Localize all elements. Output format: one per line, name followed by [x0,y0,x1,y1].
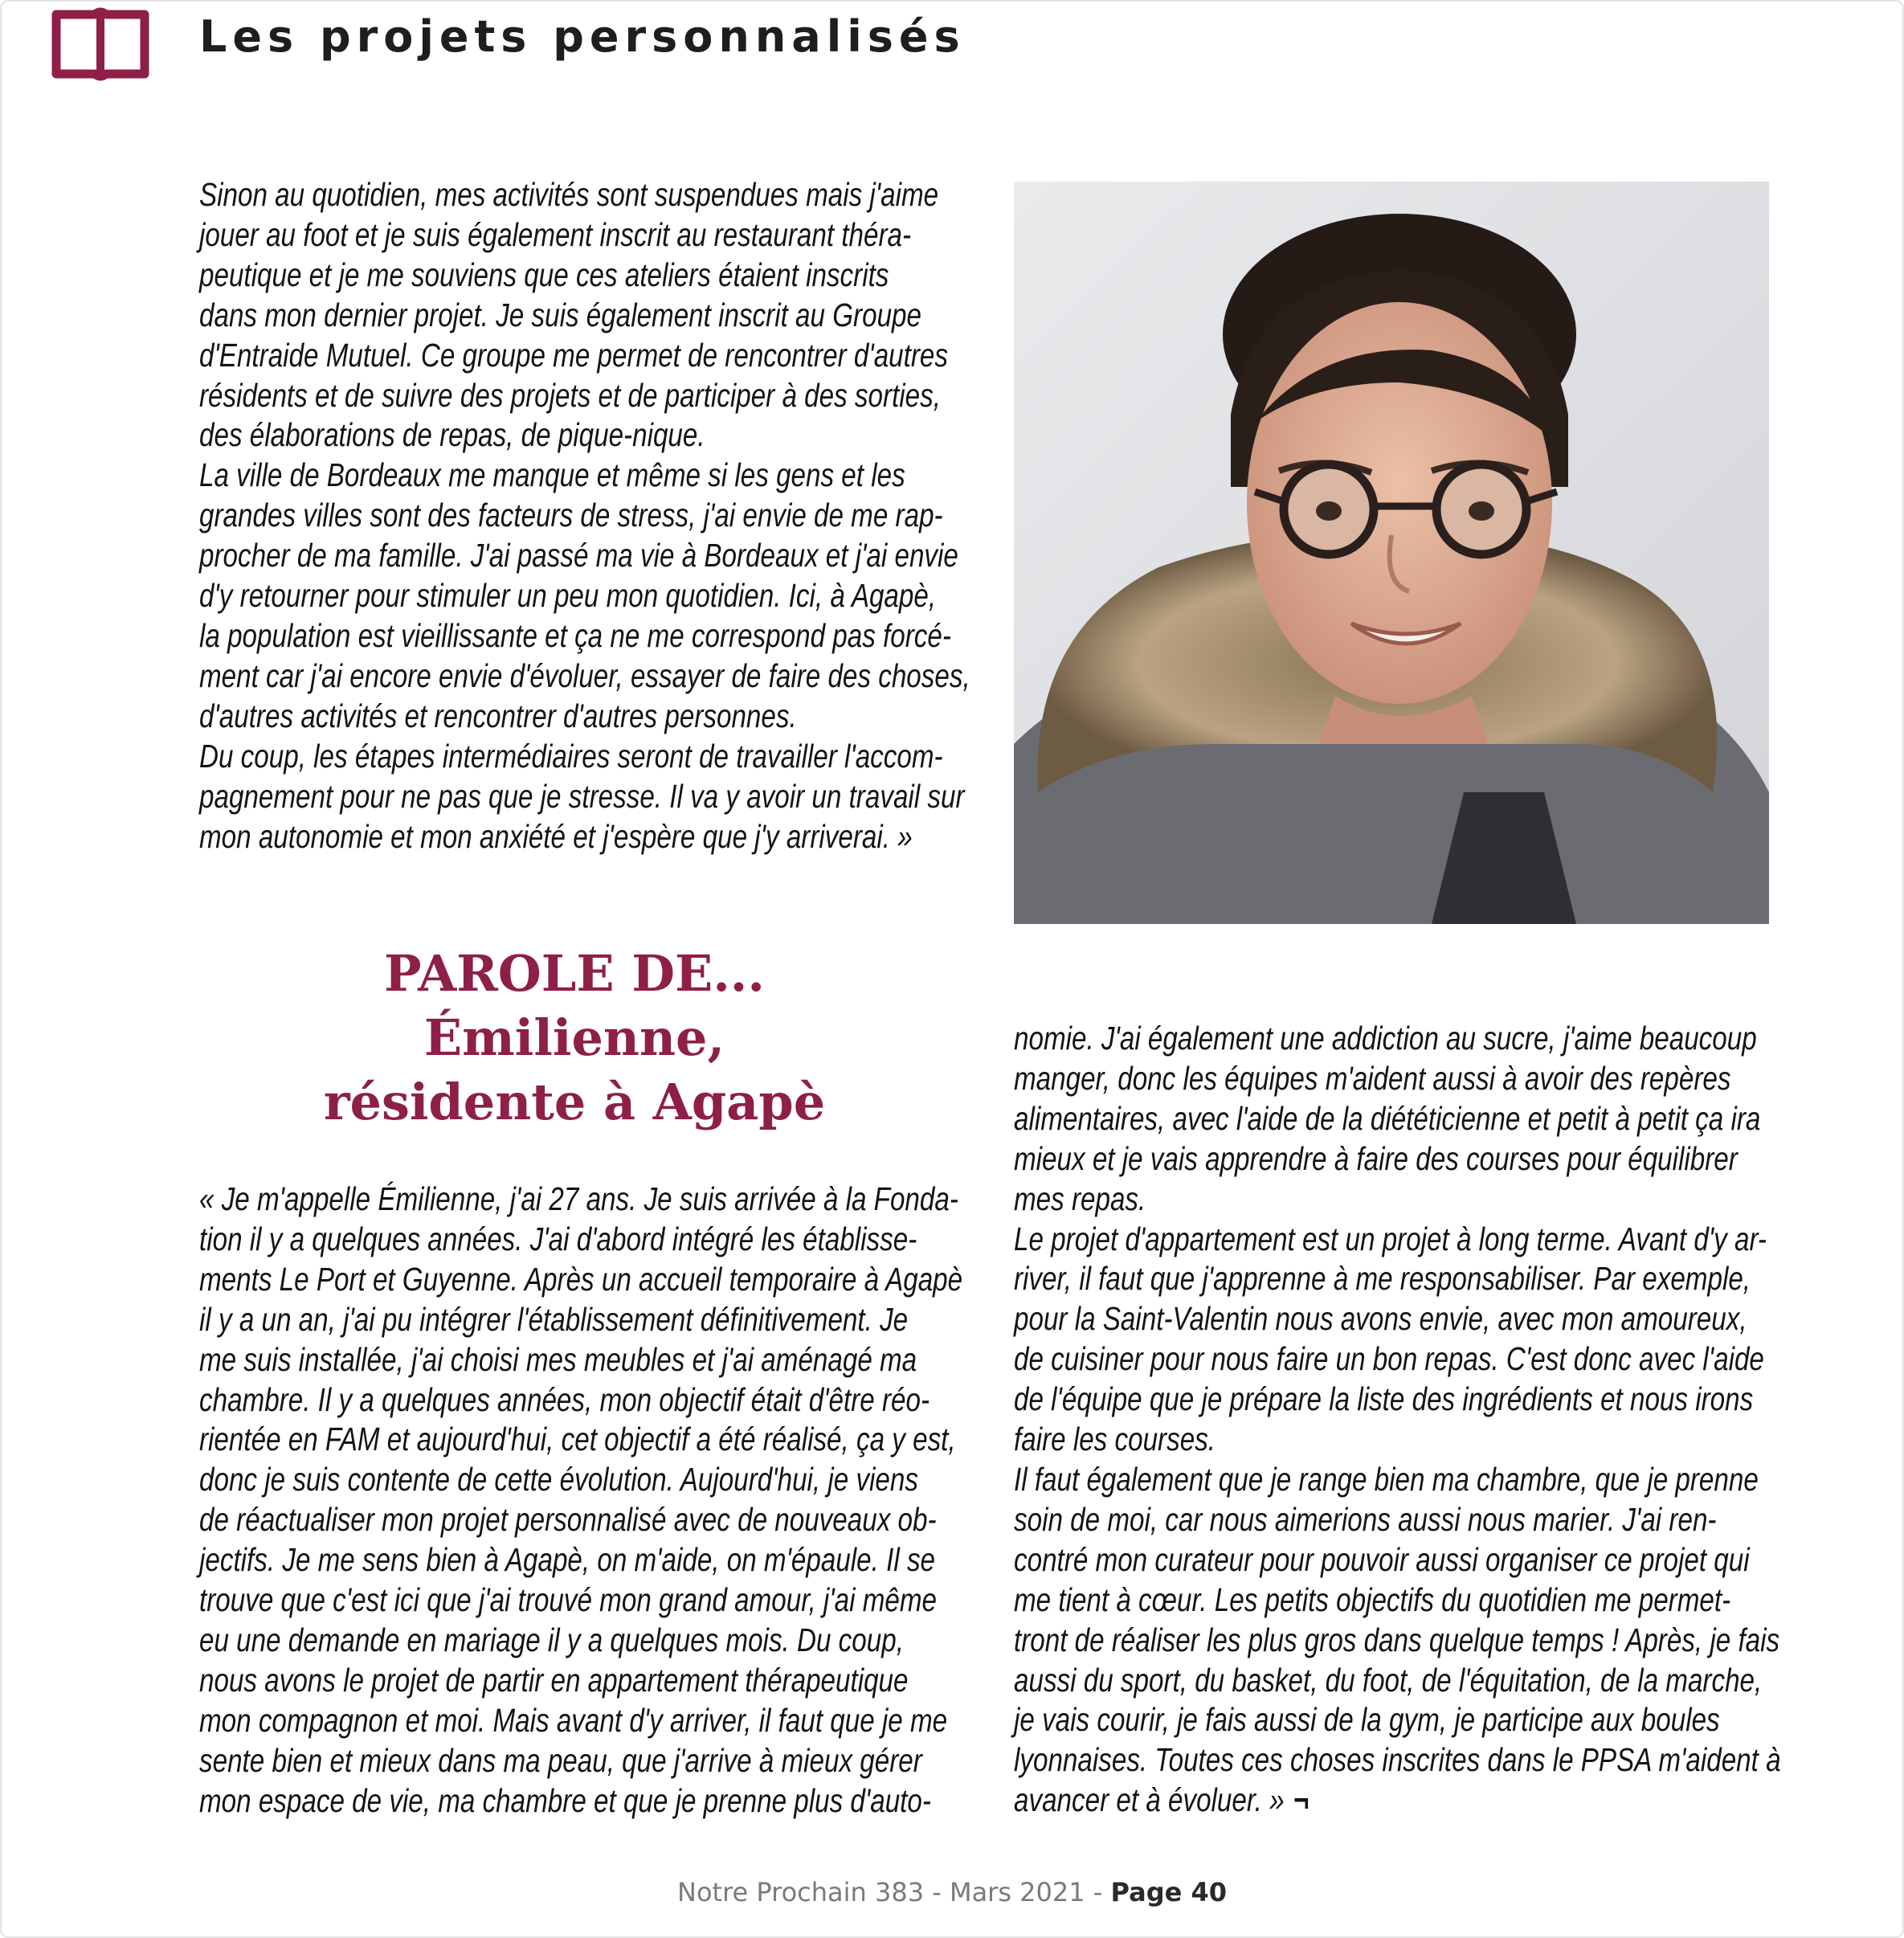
text-line: il y a un an, j'ai pu intégrer l'établissement définitivement. Je [199,1300,909,1338]
text-line: trouve que c'est ici que j'ai trouvé mon grand amour, j'ai même [199,1581,938,1619]
text-line: La ville de Bordeaux me manque et même si les gens et les [199,456,905,494]
text-line: manger, donc les équipes m'aident aussi à avoir des repères [1014,1059,1731,1097]
text-line: de l'équipe que je prépare la liste des ingrédients et nous irons [1014,1380,1754,1418]
text-line: résidents et de suivre des projets et de participer à des sorties, [199,376,941,414]
section-title: Les projets personnalisés [199,11,966,62]
text-line: nomie. J'ai également une addiction au sucre, j'aime beaucoup [1014,1020,1757,1057]
text-line: alimentaires, avec l'aide de la diététicienne et petit à petit ça ira [1014,1099,1761,1137]
text-line: d'Entraide Mutuel. Ce groupe me permet de rencontrer d'autres [199,336,948,374]
text-line: me tient à cœur. Les petits objectifs du quotidien me permet- [1014,1580,1731,1618]
text-line: soin de moi, car nous aimerions aussi nous marier. J'ai ren- [1014,1500,1717,1538]
portrait-photo [1014,182,1769,924]
text-line: jectifs. Je me sens bien à Agapè, on m'aide, on m'épaule. Il se [199,1541,936,1579]
text-line: Du coup, les étapes intermédiaires seront de travailler l'accom- [199,737,943,775]
publication-info: Notre Prochain 383 - Mars 2021 - [677,1877,1111,1907]
article-heading [241,942,908,1135]
text-line: eu une demande en mariage il y a quelques mois. Du coup, [199,1621,904,1658]
text-line: pagnement pour ne pas que je stresse. Il va y avoir un travail sur [199,777,965,815]
page-number: Page 40 [1110,1877,1227,1907]
text-line: de cuisiner pour nous faire un bon repas. C'est donc avec l'aide [1014,1340,1764,1378]
text-line: « Je m'appelle Émilienne, j'ai 27 ans. Je suis arrivée à la Fonda- [199,1180,958,1217]
intro-column [199,175,970,857]
text-line: donc je suis contente de cette évolution. Aujourd'hui, je viens [199,1461,918,1498]
text-line: chambre. Il y a quelques années, mon objectif était d'être réo- [199,1380,930,1418]
text-line: aussi du sport, du basket, du foot, de l'équitation, de la marche, [1014,1661,1763,1699]
text-line-content: avancer et à évoluer. » [1014,1781,1285,1819]
text-line: sente bien et mieux dans ma peau, que j'arrive à mieux gérer [199,1741,922,1779]
text-line: mon autonomie et mon anxiété et j'espère que j'y arriverai. » [199,817,913,855]
text-line: lyonnaises. Toutes ces choses inscrites dans le PPSA m'aident à [1014,1741,1781,1779]
heading-line: Émilienne, [423,1008,725,1067]
text-line: peutique et je me souviens que ces ateliers étaient inscrits [199,256,889,293]
text-line: grandes villes sont des facteurs de stress, j'ai envie de me rap- [199,497,943,534]
open-book-icon [48,5,153,82]
text-line: la population est vieillissante et ça ne me correspond pas forcé- [199,616,951,654]
text-line: je vais courir, je fais aussi de la gym, je participe aux boules [1014,1701,1720,1739]
text-line: river, il faut que j'apprenne à me responsabiliser. Par exemple, [1014,1260,1751,1298]
text-line: dans mon dernier projet. Je suis également inscrit au Groupe [199,296,921,333]
text-line: contré mon curateur pour pouvoir aussi organiser ce projet qui [1014,1540,1750,1578]
text-line: me suis installée, j'ai choisi mes meubles et j'ai aménagé ma [199,1340,917,1378]
text-line: des élaborations de repas, de pique-nique. [199,416,705,454]
page-footer [0,1877,1904,1907]
text-line: tront de réaliser les plus gros dans quelque temps ! Après, je fais [1014,1621,1780,1658]
text-line: tion il y a quelques années. J'ai d'abord intégré les établisse- [199,1220,917,1257]
text-line: mieux et je vais apprendre à faire des courses pour équilibrer [1014,1139,1738,1177]
text-line: ments Le Port et Guyenne. Après un accueil temporaire à Agapè [199,1260,963,1298]
heading-line: résidente à Agapè [323,1073,826,1131]
text-line: d'y retourner pour stimuler un peu mon quotidien. Ici, à Agapè, [199,577,937,615]
article-left-column [199,1180,962,1821]
text-line: mes repas. [1014,1180,1146,1217]
text-line: mon espace de vie, ma chambre et que je prenne plus d'auto- [199,1781,931,1819]
text-line: procher de ma famille. J'ai passé ma vie à Bordeaux et j'ai envie [199,537,958,574]
text-line: Le projet d'appartement est un projet à long terme. Avant d'y ar- [1014,1220,1767,1257]
heading-line: PAROLE DE... [384,944,765,1003]
text-line: mon compagnon et moi. Mais avant d'y arriver, il faut que je me [199,1701,948,1739]
text-line: Sinon au quotidien, mes activités sont suspendues mais j'aime [199,176,939,213]
article-right-column [1014,1019,1781,1821]
text-line: pour la Saint-Valentin nous avons envie, avec mon amoureux, [1014,1300,1747,1338]
end-mark: ¬ [1293,1781,1310,1819]
text-line: nous avons le projet de partir en appartement thérapeutique [199,1661,909,1699]
text-line: de réactualiser mon projet personnalisé avec de nouveaux ob- [199,1501,937,1539]
text-line: ment car j'ai encore envie d'évoluer, essayer de faire des choses, [199,656,970,694]
text-line: rientée en FAM et aujourd'hui, cet objectif a été réalisé, ça y est, [199,1421,956,1458]
text-line: d'autres activités et rencontrer d'autres personnes. [199,697,797,734]
text-line: Il faut également que je range bien ma chambre, que je prenne [1014,1460,1759,1498]
text-line: faire les courses. [1014,1421,1216,1458]
text-line: jouer au foot et je suis également inscrit au restaurant théra- [199,215,912,253]
text-line-last [1014,1781,1781,1821]
